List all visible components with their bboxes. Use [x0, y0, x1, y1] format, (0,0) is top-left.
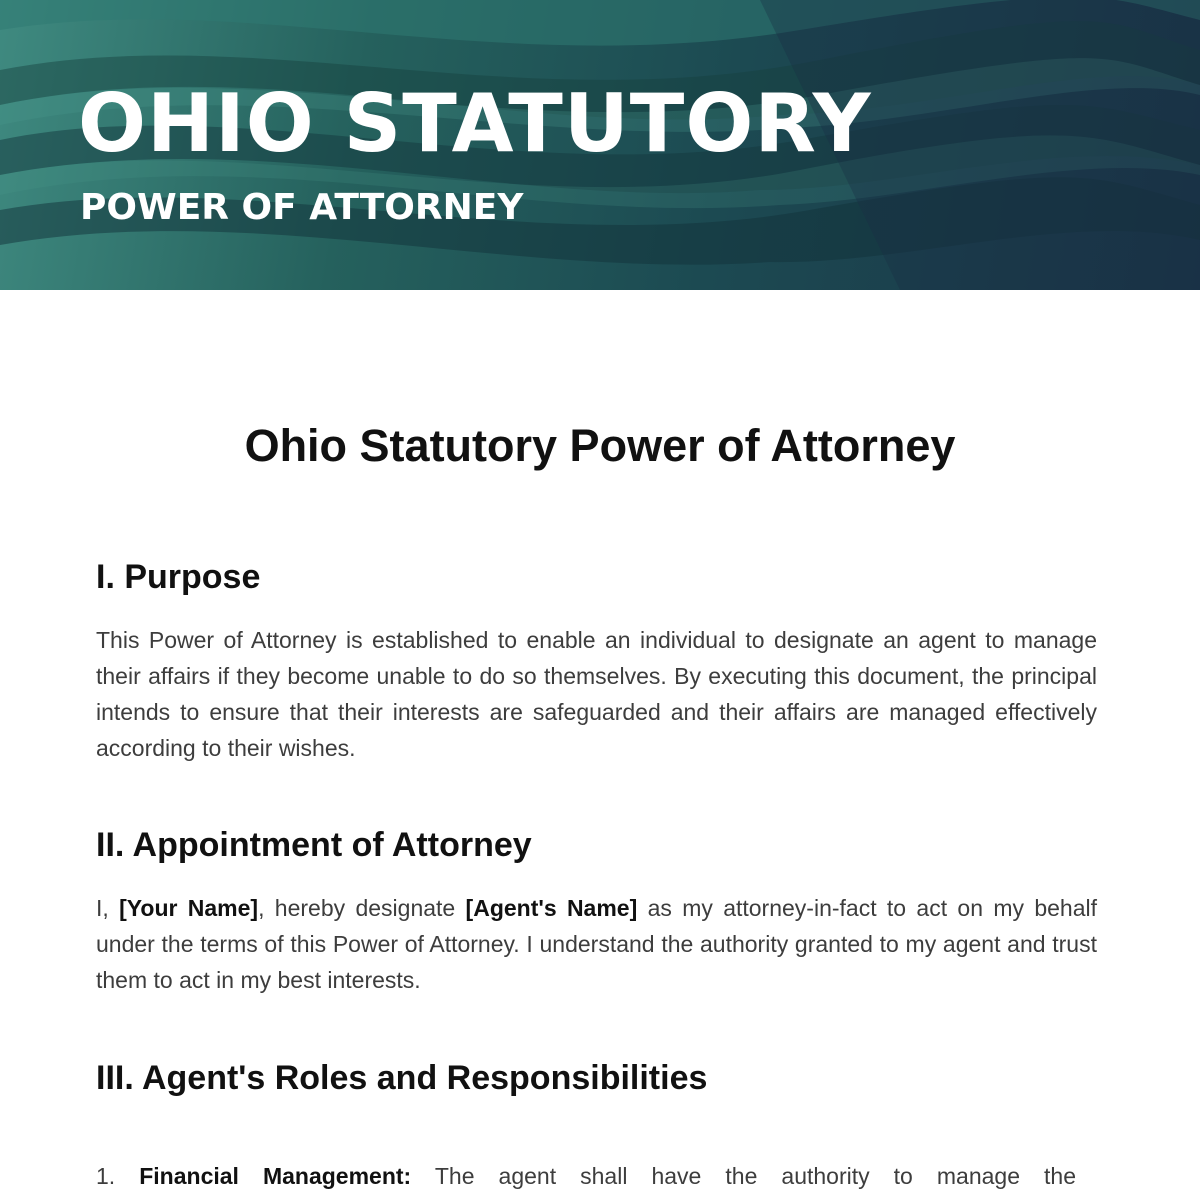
- section-heading-purpose: I. Purpose: [96, 558, 261, 596]
- section-paragraph-purpose: This Power of Attorney is established to enable an individual to designate an agent to manage their affairs if they become unable to do so themselves. By executing this document, the principal intends to ensure that their interests are safeguarded and their affairs are managed effectively according to their wishes.: [96, 627, 1097, 761]
- document-title: Ohio Statutory Power of Attorney: [244, 420, 956, 471]
- banner-subtitle: POWER OF ATTORNEY: [80, 187, 524, 228]
- header-banner: [0, 0, 1200, 290]
- agent-name-placeholder: [Agent's Name]: [465, 895, 638, 921]
- appointment-prefix: I,: [96, 895, 120, 921]
- list-item-financial-management: [96, 1158, 1076, 1194]
- principal-name-placeholder: [Your Name]: [119, 895, 259, 921]
- section-heading-appointment: II. Appointment of Attorney: [96, 826, 532, 864]
- section-heading-roles: III. Agent's Roles and Responsibilities: [96, 1059, 708, 1097]
- appointment-suffix: as my attorney-in-fact to act on my behalf under the terms of this Power of Attorney. I understand the authority granted to my agent and trust them to act in my best interests.: [96, 895, 1097, 993]
- banner-title: OHIO STATUTORY: [78, 77, 872, 170]
- section-paragraph-appointment: [96, 890, 1097, 998]
- list-item-number: 1.: [96, 1163, 116, 1189]
- list-item-label: Financial Management:: [139, 1163, 412, 1189]
- list-item-text: The agent shall have the authority to manage the: [434, 1163, 1077, 1189]
- appointment-middle: , hereby designate: [258, 895, 466, 921]
